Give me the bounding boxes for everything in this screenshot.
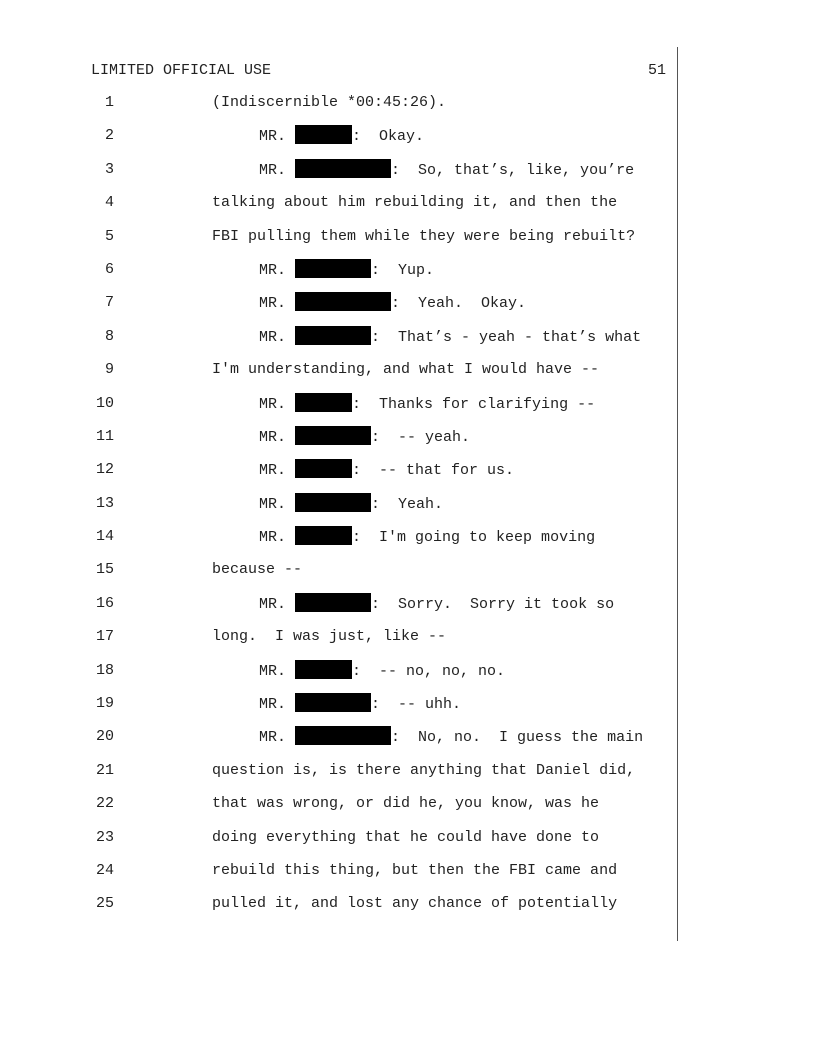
speaker-line	[259, 426, 470, 449]
transcript-line	[0, 760, 676, 793]
speaker-line	[259, 393, 595, 416]
line-number: 6	[104, 260, 114, 278]
line-text: : So, that’s, like, you’re	[391, 161, 635, 179]
speaker-line	[259, 693, 461, 716]
line-text: : Thanks for clarifying --	[352, 395, 596, 413]
speaker-line	[259, 159, 634, 182]
line-number: 25	[95, 895, 114, 913]
speaker-title: MR.	[259, 696, 287, 714]
line-text: : Okay.	[352, 128, 425, 146]
speaker-title: MR.	[259, 428, 287, 446]
speaker-title: MR.	[259, 261, 287, 279]
redaction-box	[295, 292, 391, 311]
line-text: FBI pulling them while they were being rebuilt?	[212, 227, 636, 245]
redaction-box	[295, 726, 391, 745]
line-number: 10	[95, 394, 114, 412]
speaker-title: MR.	[259, 662, 287, 680]
classification-header: LIMITED OFFICIAL USE	[91, 62, 272, 79]
line-text: because --	[212, 561, 303, 579]
speaker-title: MR.	[259, 729, 287, 747]
line-number: 17	[95, 628, 114, 646]
transcript-line	[0, 393, 676, 426]
transcript-line	[0, 793, 676, 826]
line-text: : -- yeah.	[371, 428, 471, 446]
line-text: : -- uhh.	[371, 696, 462, 714]
redaction-box	[295, 326, 371, 345]
transcript-line	[0, 893, 676, 926]
speaker-line	[259, 292, 526, 315]
line-number: 18	[95, 661, 114, 679]
line-text: doing everything that he could have done to	[212, 828, 600, 846]
line-number: 11	[95, 427, 114, 445]
speaker-title: MR.	[259, 529, 287, 547]
line-text: : Yeah.	[371, 495, 444, 513]
speaker-title: MR.	[259, 495, 287, 513]
speaker-title: MR.	[259, 328, 287, 346]
line-number: 24	[95, 861, 114, 879]
line-number: 13	[95, 494, 114, 512]
transcript-line	[0, 660, 676, 693]
transcript-lines	[0, 92, 676, 927]
redaction-box	[295, 459, 352, 478]
speaker-line	[259, 125, 424, 148]
transcript-line	[0, 593, 676, 626]
speaker-line	[259, 259, 434, 282]
transcript-line	[0, 726, 676, 759]
transcript-line	[0, 459, 676, 492]
line-text: that was wrong, or did he, you know, was he	[212, 795, 600, 813]
line-number: 5	[104, 227, 114, 245]
transcript-line	[0, 125, 676, 158]
line-number: 9	[104, 361, 114, 379]
line-number: 22	[95, 795, 114, 813]
speaker-line	[259, 726, 643, 749]
transcript-line	[0, 526, 676, 559]
redaction-box	[295, 393, 352, 412]
transcript-line	[0, 259, 676, 292]
line-number: 20	[95, 728, 114, 746]
line-text: rebuild this thing, but then the FBI came and	[212, 861, 618, 879]
line-number: 19	[95, 695, 114, 713]
page-number: 51	[647, 62, 666, 79]
transcript-line	[0, 860, 676, 893]
transcript-line	[0, 192, 676, 225]
line-text: (Indiscernible *00:45:26).	[212, 94, 447, 111]
speaker-title: MR.	[259, 295, 287, 313]
line-number: 15	[95, 561, 114, 579]
speaker-title: MR.	[259, 395, 287, 413]
line-text: pulled it, and lost any chance of potentially	[212, 895, 618, 913]
speaker-line	[259, 660, 505, 683]
transcript-line	[0, 159, 676, 192]
right-margin-rule	[677, 47, 678, 941]
transcript-line	[0, 827, 676, 860]
line-text: long. I was just, like --	[212, 628, 447, 646]
redaction-box	[295, 660, 352, 679]
line-number: 23	[95, 828, 114, 846]
line-text: : Yeah. Okay.	[391, 295, 527, 313]
line-number: 12	[95, 461, 114, 479]
transcript-line	[0, 326, 676, 359]
redaction-box	[295, 593, 371, 612]
line-number: 8	[104, 327, 114, 345]
line-text: : -- no, no, no.	[352, 662, 506, 680]
speaker-line	[259, 459, 514, 482]
line-text: talking about him rebuilding it, and then the	[212, 194, 618, 212]
redaction-box	[295, 526, 352, 545]
line-number: 3	[104, 160, 114, 178]
speaker-line	[259, 493, 443, 516]
transcript-line	[0, 426, 676, 459]
line-number: 1	[104, 94, 114, 111]
line-number: 14	[95, 528, 114, 546]
transcript-line	[0, 626, 676, 659]
speaker-title: MR.	[259, 462, 287, 480]
line-text: : -- that for us.	[352, 462, 515, 480]
speaker-line	[259, 326, 641, 349]
transcript-line	[0, 693, 676, 726]
speaker-line	[259, 593, 614, 616]
transcript-line	[0, 226, 676, 259]
line-number: 16	[95, 594, 114, 612]
line-text: : I'm going to keep moving	[352, 529, 596, 547]
redaction-box	[295, 426, 371, 445]
redaction-box	[295, 693, 371, 712]
redaction-box	[295, 159, 391, 178]
redaction-box	[295, 125, 352, 144]
transcript-line	[0, 292, 676, 325]
transcript-line	[0, 493, 676, 526]
line-text: : No, no. I guess the main	[391, 729, 644, 747]
line-number: 4	[104, 194, 114, 212]
speaker-title: MR.	[259, 595, 287, 613]
speaker-line	[259, 526, 595, 549]
transcript-line	[0, 559, 676, 592]
transcript-line	[0, 359, 676, 392]
line-text: : Yup.	[371, 261, 435, 279]
line-text: I'm understanding, and what I would have --	[212, 361, 600, 379]
redaction-box	[295, 493, 371, 512]
speaker-title: MR.	[259, 161, 287, 179]
speaker-title: MR.	[259, 128, 287, 146]
line-text: : Sorry. Sorry it took so	[371, 595, 615, 613]
line-number: 7	[104, 294, 114, 312]
redaction-box	[295, 259, 371, 278]
line-text: : That’s - yeah - that’s what	[371, 328, 642, 346]
line-number: 2	[104, 127, 114, 145]
line-text: question is, is there anything that Daniel did,	[212, 761, 636, 779]
line-number: 21	[95, 761, 114, 779]
transcript-line	[0, 92, 676, 125]
